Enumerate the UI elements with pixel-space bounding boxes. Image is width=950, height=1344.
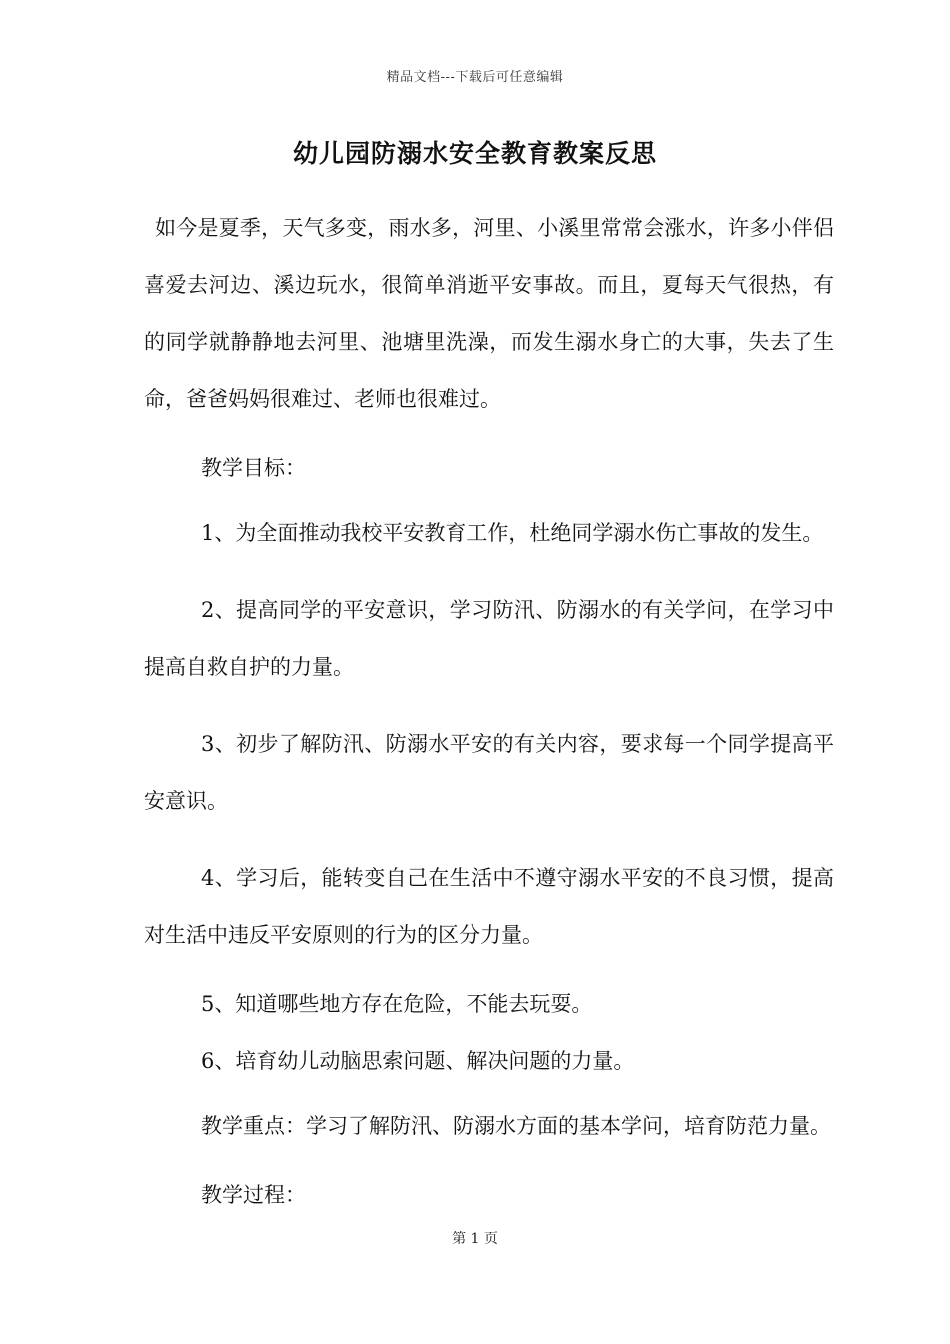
- goal-item-4: 4、学习后，能转变自己在生活中不遵守溺水平安的不良习惯，提高对生活中违反平安原则的行为的区分力量。: [144, 866, 834, 947]
- teaching-process-heading: 教学过程：: [201, 1183, 306, 1207]
- goal-item-2: 2、提高同学的平安意识，学习防汛、防溺水的有关学问，在学习中提高自救自护的力量。: [144, 598, 834, 679]
- goal-item-5: 5、知道哪些地方存在危险，不能去玩耍。: [201, 992, 593, 1016]
- page-number: 第 1 页: [452, 1231, 498, 1247]
- goal-item-1: 1、为全面推动我校平安教育工作，杜绝同学溺水伤亡事故的发生。: [201, 521, 824, 545]
- teaching-focus-paragraph: 教学重点：学习了解防汛、防溺水方面的基本学问，培育防范力量。: [201, 1114, 831, 1138]
- teaching-goals-heading: 教学目标：: [201, 456, 306, 480]
- document-body: [144, 200, 834, 1232]
- document-title: 幼儿园防溺水安全教育教案反思: [292, 139, 657, 168]
- goal-item-6: 6、培育幼儿动脑思索问题、解决问题的力量。: [201, 1049, 635, 1073]
- goal-item-3: 3、初步了解防汛、防溺水平安的有关内容，要求每一个同学提高平安意识。: [144, 732, 834, 813]
- intro-paragraph: 如今是夏季，天气多变，雨水多，河里、小溪里常常会涨水，许多小伴侣喜爱去河边、溪边玩水，很简单消逝平安事故。而且，夏每天气很热，有的同学就静静地去河里、池塘里洗澡，而发生溺水身亡的大事，失去了生命，爸爸妈妈很难过、老师也很难过。: [144, 216, 834, 411]
- header-note: 精品文档---下载后可任意编辑: [386, 70, 564, 85]
